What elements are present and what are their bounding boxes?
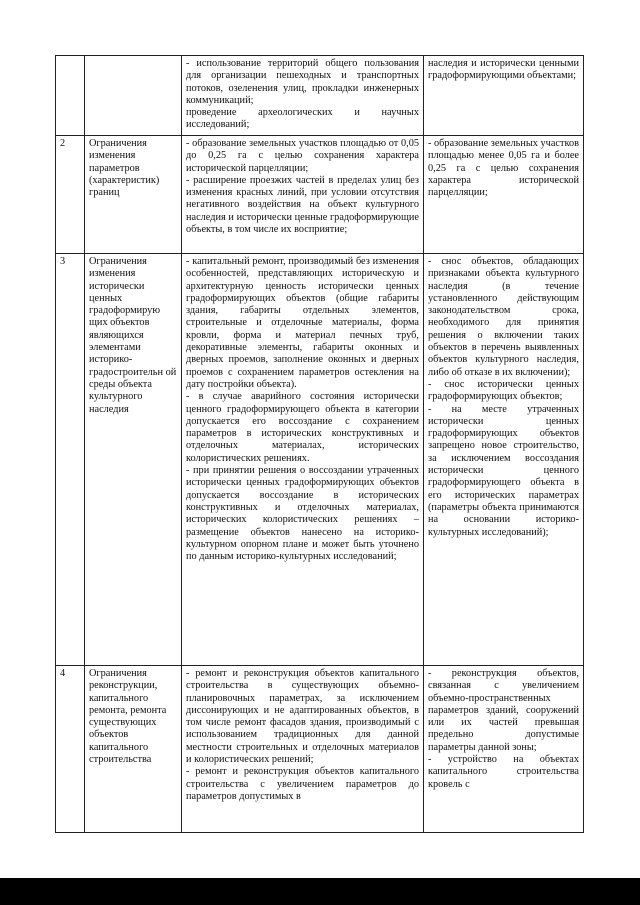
- prohibited-cell: [424, 666, 584, 833]
- permitted-item: - при принятии решения о воссоздании утраченных исторически ценных градоформирующих объектов допускается воссоздание в исторических конструктивных и отделочных материалах, исторических колористических решениях – размещение объектов нанесено на историко-культурном опорном плане и может быть уточнено по данным историко-культурных исследований;: [186, 465, 419, 563]
- row-number: 2: [56, 136, 85, 254]
- table-row: [56, 666, 584, 833]
- permitted-item: - расширение проезжих частей в пределах улиц без изменения красных линий, при условии отсутствия негативного воздействия на объект культурного наследия и исторически ценные градоформирующие объекты, в том числе их восприятие;: [186, 174, 419, 236]
- prohibited-item: - снос объектов, обладающих признаками объекта культурного наследия (в течение установленного действующим законодательством срока, необходимого для принятия решения о включении таких объектов в перечень выявленных объектов культурного наследия, либо об отказе в их включении);: [428, 256, 579, 378]
- permitted-item: проведение археологических и научных исследований;: [186, 107, 419, 131]
- permitted-item: - образование земельных участков площадью от 0,05 до 0,25 га с целью сохранения характера исторической парцелляции;: [186, 138, 419, 174]
- row-number: 3: [56, 254, 85, 666]
- permitted-item: - использование территорий общего пользования для организации пешеходных и транспортных потоков, озеленения улиц, прокладки инженерных коммуникаций;: [186, 58, 419, 106]
- permitted-cell: [182, 56, 424, 136]
- permitted-item: - ремонт и реконструкция объектов капитального строительства в существующих объемно-планировочных параметрах, за исключением диссонирующих и не адаптированных объектов, в том числе ремонт фасадов здания, производимый с использованием традиционных для данной местности строительных и отделочных материалов и колористических решений;: [186, 668, 419, 766]
- permitted-item: - ремонт и реконструкция объектов капитального строительства с увеличением параметров до параметров допустимых в: [186, 766, 419, 802]
- criterion-cell: [85, 56, 182, 136]
- permitted-item: - в случае аварийного состояния исторически ценного градоформирующего объекта в категории допускается его воссоздание с сохранением параметров в исторических конструктивных и отделочных материалах, исторических колористических решениях.: [186, 391, 419, 464]
- criterion-text: Ограничения изменения параметров (характеристик) границ: [89, 138, 160, 199]
- criterion-text: Ограничения реконструкции, капитального ремонта, ремонта существующих объектов капитального строительства: [89, 668, 167, 766]
- regulations-table: [55, 55, 584, 833]
- criterion-cell: [85, 254, 182, 666]
- scan-bottom-border: [0, 878, 640, 905]
- criterion-text: Ограничения изменения исторически ценных градоформирую щих объектов являющихся элементами историко-градостроительн ой среды объекта культурного наследия: [89, 256, 177, 415]
- prohibited-cell: [424, 254, 584, 666]
- permitted-cell: [182, 136, 424, 254]
- prohibited-item: - образование земельных участков площадью менее 0,05 га и более 0,25 га с целью сохранения характера исторической парцелляции;: [428, 138, 579, 199]
- prohibited-item: - на месте утраченных исторически ценных градоформирующих объектов запрещено новое строительство, за исключением воссоздания исторически ценного градоформирующего объекта в его исторических параметрах (параметры объекта принимаются на основании историко-культурных исследований);: [428, 403, 579, 538]
- prohibited-cell: [424, 136, 584, 254]
- criterion-cell: [85, 136, 182, 254]
- permitted-cell: [182, 666, 424, 833]
- prohibited-item: - реконструкция объектов, связанная с увеличением объемно-пространственных параметров зданий, сооружений или их частей превышая предельно допустимые параметры данной зоны;: [428, 668, 579, 753]
- table-row: [56, 136, 584, 254]
- permitted-cell: [182, 254, 424, 666]
- criterion-cell: [85, 666, 182, 833]
- row-number: [56, 56, 85, 136]
- row-number: 4: [56, 666, 85, 833]
- prohibited-item: - устройство на объектах капитального строительства кровель с: [428, 754, 579, 790]
- prohibited-item: наследия и исторически ценными градоформирующими объектами;: [428, 58, 579, 82]
- table-row: [56, 56, 584, 136]
- prohibited-item: - снос исторически ценных градоформирующих объектов;: [428, 378, 579, 403]
- table-row: [56, 254, 584, 666]
- permitted-item: - капитальный ремонт, производимый без изменения особенностей, представляющих историческую и архитектурную ценность исторически ценных градоформирующих объектов (общие габариты здания, габариты отдельных элементов, строительные и отделочные материалы, форма кровли, форма и материал печных труб, декоративные элементы, габариты оконных и дверных проемов, заполнение оконных и дверных проемов с сохранением параметров остекления на дату постройки объекта).: [186, 256, 419, 390]
- prohibited-cell: [424, 56, 584, 136]
